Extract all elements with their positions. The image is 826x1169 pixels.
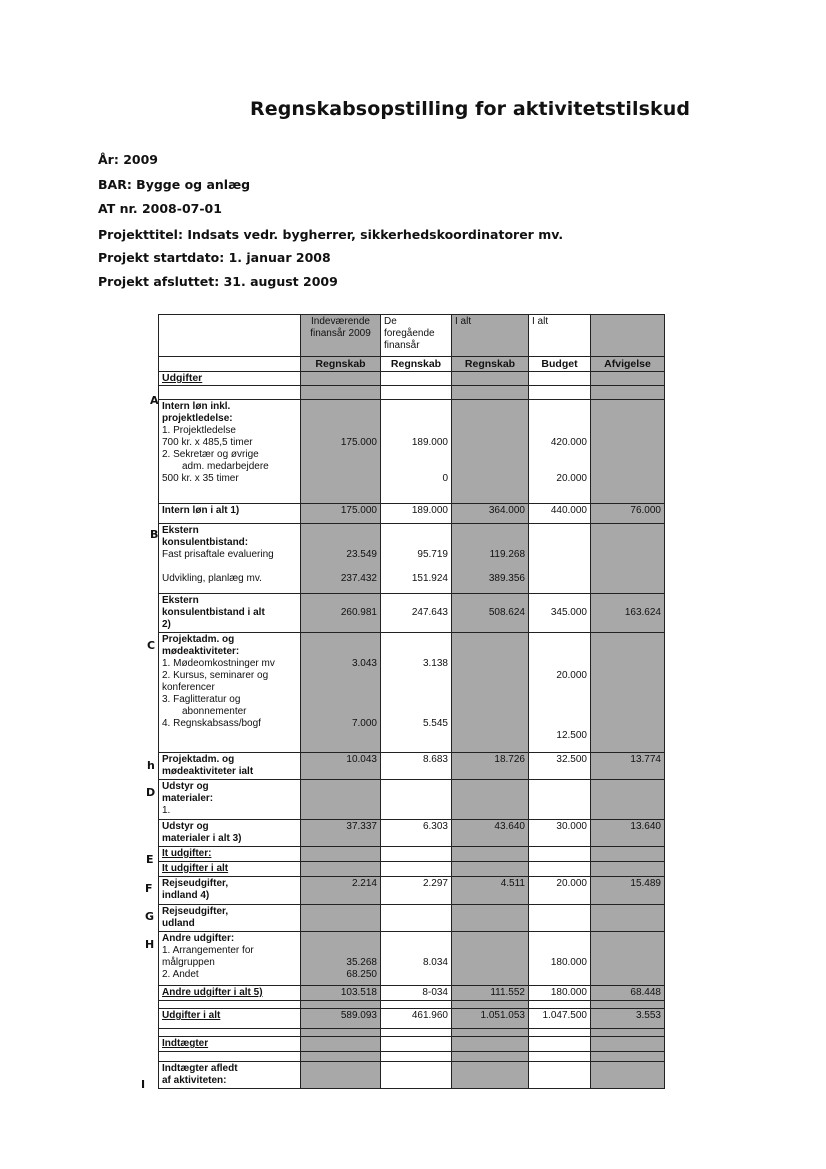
section-b-total-label: Ekstern konsulentbistand i alt 2)	[159, 594, 301, 633]
section-h-label: Andre udgifter: 1. Arrangementer for målgruppen 2. Andet	[159, 932, 301, 986]
section-a-total-v5: 76.000	[591, 504, 665, 524]
section-c-total-v3: 18.726	[452, 753, 529, 780]
sub4-header: Budget	[529, 357, 591, 372]
col1-header: Indeværende finansår 2009	[301, 315, 381, 357]
section-f-label: Rejseudgifter, indland 4)	[159, 877, 301, 905]
section-b-total-v4: 345.000	[529, 594, 591, 633]
section-b-total-v3: 508.624	[452, 594, 529, 633]
section-h-v2: 8.034	[381, 932, 452, 986]
page-title: Regnskabsopstilling for aktivitetstilskud	[250, 98, 691, 120]
section-d-label: Udstyr og materialer: 1.	[159, 780, 301, 820]
col2-header: De foregående finansår	[381, 315, 452, 357]
section-d-total-v1: 37.337	[301, 820, 381, 847]
section-f-v1: 2.214	[301, 877, 381, 905]
section-b-total-v2: 247.643	[381, 594, 452, 633]
marker-g: G	[145, 910, 155, 923]
spacer-row	[159, 386, 665, 400]
marker-b: B	[150, 528, 159, 541]
section-a-row	[159, 400, 665, 504]
marker-d: D	[146, 786, 156, 799]
section-h-total-row	[159, 986, 665, 1001]
section-c-v1: 3.043 7.000	[301, 633, 381, 753]
section-e-total-row	[159, 862, 665, 877]
section-b-label: Ekstern konsulentbistand: Fast prisaftale evaluering Udvikling, planlæg mv.	[159, 524, 301, 594]
indtaegter-row	[159, 1037, 665, 1052]
section-i-label: Indtægter afledt af aktiviteten:	[159, 1062, 301, 1089]
section-d-total-v2: 6.303	[381, 820, 452, 847]
section-c-total-v4: 32.500	[529, 753, 591, 780]
grand-total-v4: 1.047.500	[529, 1009, 591, 1029]
section-h-total-label: Andre udgifter i alt 5)	[159, 986, 301, 1001]
meta-project-title: Projekttitel: Indsats vedr. bygherrer, sikkerhedskoordinatorer mv.	[98, 227, 564, 242]
section-d-total-v3: 43.640	[452, 820, 529, 847]
section-d-total-label: Udstyr og materialer i alt 3)	[159, 820, 301, 847]
grand-total-row	[159, 1009, 665, 1029]
section-a-v4: 420.000 20.000	[529, 400, 591, 504]
subheader-row	[159, 357, 665, 372]
accounts-table	[158, 314, 665, 1089]
section-c-label: Projektadm. og mødeaktiviteter: 1. Mødeomkostninger mv 2. Kursus, seminarer og konferencer 3. Faglitteratur og abonnementer 4. Regnskabsass/bogf	[159, 633, 301, 753]
section-f-v2: 2.297	[381, 877, 452, 905]
section-f-v4: 20.000	[529, 877, 591, 905]
section-c-v4: 20.000 12.500	[529, 633, 591, 753]
section-b-v3: 119.268 389.356	[452, 524, 529, 594]
sub5-header: Afvigelse	[591, 357, 665, 372]
marker-c: C	[147, 639, 156, 652]
section-b-total-v1: 260.981	[301, 594, 381, 633]
section-a-total-v1: 175.000	[301, 504, 381, 524]
section-h-v1: 35.268 68.250	[301, 932, 381, 986]
section-c-total-v1: 10.043	[301, 753, 381, 780]
section-d-total-v4: 30.000	[529, 820, 591, 847]
spacer-row-4	[159, 1052, 665, 1062]
section-h-v4: 180.000	[529, 932, 591, 986]
section-e-label: It udgifter:	[159, 847, 301, 862]
meta-end-date: Projekt afsluttet: 31. august 2009	[98, 274, 338, 289]
section-a-total-v4: 440.000	[529, 504, 591, 524]
section-c-row	[159, 633, 665, 753]
section-b-row	[159, 524, 665, 594]
section-g-label: Rejseudgifter, udland	[159, 905, 301, 932]
header-row	[159, 315, 665, 357]
section-h-total-v1: 103.518	[301, 986, 381, 1001]
grand-total-label: Udgifter i alt	[159, 1009, 301, 1029]
section-c-total-v2: 8.683	[381, 753, 452, 780]
section-f-v3: 4.511	[452, 877, 529, 905]
section-h-total-v5: 68.448	[591, 986, 665, 1001]
marker-e: E	[146, 853, 154, 866]
section-e-row	[159, 847, 665, 862]
sub2-header: Regnskab	[381, 357, 452, 372]
section-a-total-label: Intern løn i alt 1)	[159, 504, 301, 524]
marker-a: A	[150, 394, 159, 407]
section-f-row	[159, 877, 665, 905]
section-e-total-label: It udgifter i alt	[159, 862, 301, 877]
section-c-total-label: Projektadm. og mødeaktiviteter ialt	[159, 753, 301, 780]
section-b-total-v5: 163.624	[591, 594, 665, 633]
section-b-v1: 23.549 237.432	[301, 524, 381, 594]
spacer-row-2	[159, 1001, 665, 1009]
section-c-total-row	[159, 753, 665, 780]
grand-total-v3: 1.051.053	[452, 1009, 529, 1029]
section-a-v1: 175.000	[301, 400, 381, 504]
sub3-header: Regnskab	[452, 357, 529, 372]
marker-i: I	[141, 1078, 146, 1091]
section-h-total-v3: 111.552	[452, 986, 529, 1001]
grand-total-v1: 589.093	[301, 1009, 381, 1029]
header-empty	[159, 315, 301, 357]
section-b-total-row	[159, 594, 665, 633]
grand-total-v5: 3.553	[591, 1009, 665, 1029]
section-h-total-v4: 180.000	[529, 986, 591, 1001]
section-a-total-row	[159, 504, 665, 524]
meta-start-date: Projekt startdato: 1. januar 2008	[98, 250, 331, 265]
spacer-row-3	[159, 1029, 665, 1037]
col4-header: I alt	[529, 315, 591, 357]
section-c-total-v5: 13.774	[591, 753, 665, 780]
section-d-total-v5: 13.640	[591, 820, 665, 847]
marker-h-lower: h	[147, 759, 155, 772]
grand-total-v2: 461.960	[381, 1009, 452, 1029]
section-h-row	[159, 932, 665, 986]
meta-year: År: 2009	[98, 152, 158, 167]
udgifter-row	[159, 372, 665, 386]
sub1-header: Regnskab	[301, 357, 381, 372]
subheader-empty	[159, 357, 301, 372]
section-c-v2: 3.138 5.545	[381, 633, 452, 753]
col5-header	[591, 315, 665, 357]
section-i-row	[159, 1062, 665, 1089]
section-g-row	[159, 905, 665, 932]
section-b-v2: 95.719 151.924	[381, 524, 452, 594]
col3-header: I alt	[452, 315, 529, 357]
section-a-total-v3: 364.000	[452, 504, 529, 524]
section-a-v2: 189.000 0	[381, 400, 452, 504]
meta-at-number: AT nr. 2008-07-01	[98, 201, 222, 216]
section-h-total-v2: 8-034	[381, 986, 452, 1001]
marker-f: F	[145, 882, 153, 895]
section-d-row	[159, 780, 665, 820]
section-a-total-v2: 189.000	[381, 504, 452, 524]
meta-bar: BAR: Bygge og anlæg	[98, 177, 251, 192]
indtaegter-label: Indtægter	[159, 1037, 301, 1052]
section-a-label: Intern løn inkl. projektledelse: 1. Projektledelse 700 kr. x 485,5 timer 2. Sekretær og øvrige adm. medarbejdere 500 kr. x 35 timer	[159, 400, 301, 504]
section-f-v5: 15.489	[591, 877, 665, 905]
marker-h: H	[145, 938, 155, 951]
udgifter-label: Udgifter	[159, 372, 301, 386]
section-d-total-row	[159, 820, 665, 847]
